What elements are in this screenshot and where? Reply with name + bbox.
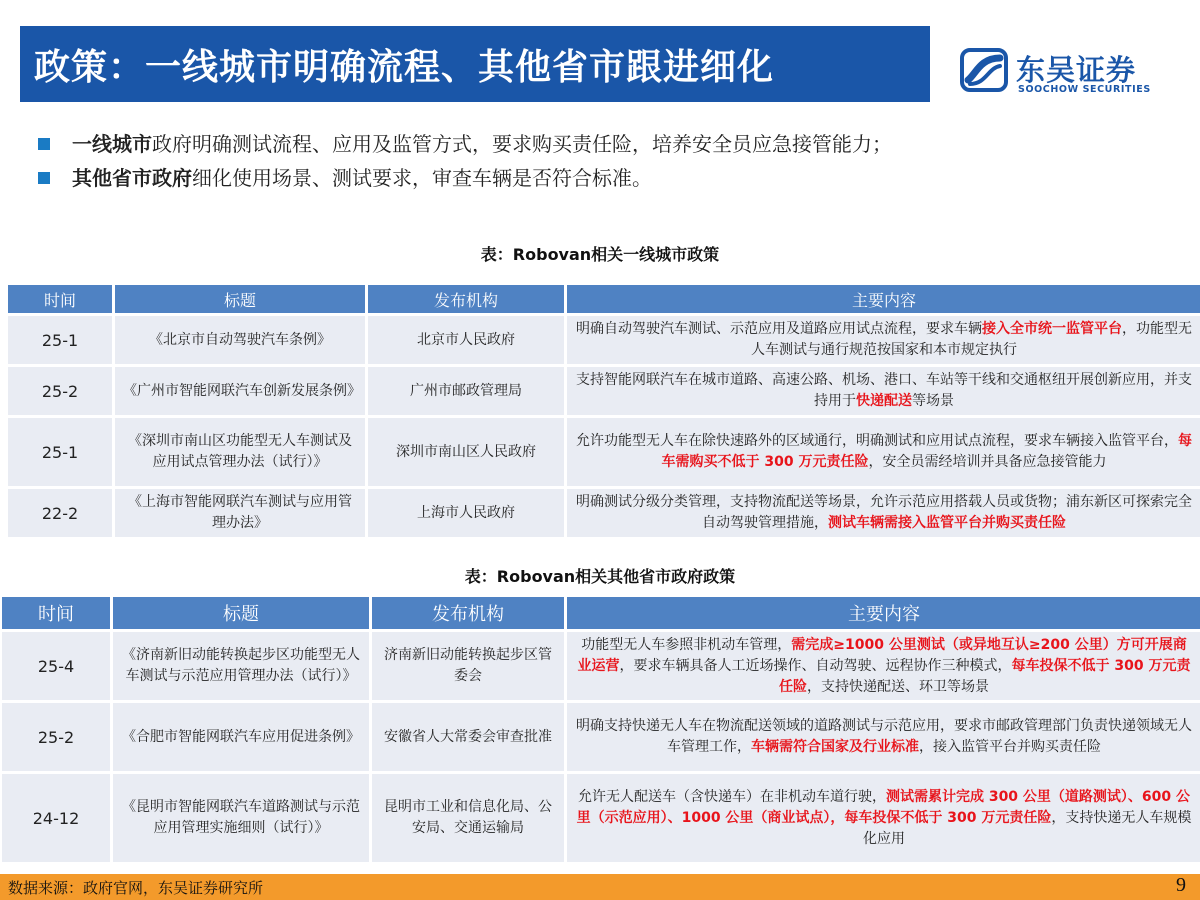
soochow-logo-icon: [958, 44, 1010, 96]
column-header: 发布机构: [368, 285, 564, 313]
bullet-item: [36, 130, 1176, 164]
table-row: [8, 367, 1200, 415]
content-text: 支持智能网联汽车在城市道路、高速公路、机场、港口、车站等干线和交通枢纽开展创新应用，并支持用于: [576, 372, 1192, 409]
title-cell: 《济南新旧动能转换起步区功能型无人车测试与示范应用管理办法（试行）》: [113, 632, 369, 700]
column-header: 时间: [2, 597, 110, 629]
title-bar: [20, 26, 930, 102]
org-cell: 上海市人民政府: [368, 489, 564, 537]
title-cell: 《合肥市智能网联汽车应用促进条例》: [113, 703, 369, 771]
policy-table-tier1: [5, 282, 1200, 540]
column-header: 时间: [8, 285, 112, 313]
content-text: 明确支持快递无人车在物流配送领域的道路测试与示范应用，要求市邮政管理部门负责快递领域无人车管理工作，: [576, 718, 1192, 755]
column-header: 标题: [115, 285, 365, 313]
table-header-row: [8, 285, 1200, 313]
brand-name-en: SOOCHOW SECURITIES: [1018, 84, 1151, 95]
bullet-bold: 其他省市政府: [72, 166, 192, 190]
table-row: [8, 316, 1200, 364]
content-text: ，支持快递配送、环卫等场景: [807, 678, 989, 695]
title-cell: 《广州市智能网联汽车创新发展条例》: [115, 367, 365, 415]
content-text: 明确自动驾驶汽车测试、示范应用及道路应用试点流程，要求车辆: [576, 321, 982, 337]
title-cell: 《昆明市智能网联汽车道路测试与示范应用管理实施细则（试行）》: [113, 774, 369, 862]
content-cell: [567, 489, 1200, 537]
content-cell: [567, 367, 1200, 415]
time-cell: 24-12: [2, 774, 110, 862]
content-text: 允许无人配送车（含快递车）在非机动车道行驶，: [577, 788, 886, 805]
content-text: 允许功能型无人车在除快速路外的区域通行，明确测试和应用试点流程，要求车辆接入监管平台，: [576, 433, 1178, 449]
summary-bullets: [36, 130, 1176, 198]
page-number: 9: [1176, 874, 1186, 896]
title-cell: 《上海市智能网联汽车测试与应用管理办法》: [115, 489, 365, 537]
time-cell: 25-4: [2, 632, 110, 700]
content-cell: [567, 316, 1200, 364]
footer-bar: [0, 874, 1200, 900]
brand-name-cn: 东吴证券: [1016, 53, 1137, 87]
table-header-row: [2, 597, 1200, 629]
content-cell: [567, 418, 1200, 486]
table-row: [8, 489, 1200, 537]
table-row: [2, 632, 1200, 700]
org-cell: 安徽省人大常委会审查批准: [372, 703, 564, 771]
org-cell: 深圳市南山区人民政府: [368, 418, 564, 486]
table-caption: 表：Robovan相关其他省市政府政策: [464, 567, 736, 586]
content-text: ，接入监管平台并购买责任险: [919, 739, 1101, 755]
highlight-text: 接入全市统一监管平台: [982, 321, 1122, 337]
table-row: [2, 774, 1200, 862]
highlight-text: 每车投保不低于 300 万元责任险: [779, 657, 1191, 695]
org-cell: 广州市邮政管理局: [368, 367, 564, 415]
content-text: 功能型无人车参照非机动车管理，: [581, 636, 792, 653]
org-cell: 济南新旧动能转换起步区管委会: [372, 632, 564, 700]
brand-logo: [958, 44, 1178, 102]
time-cell: 25-1: [8, 316, 112, 364]
column-header: 标题: [113, 597, 369, 629]
title-cell: 《深圳市南山区功能型无人车测试及应用试点管理办法（试行）》: [115, 418, 365, 486]
bullet-text: 细化使用场景、测试要求，审查车辆是否符合标准。: [192, 166, 652, 190]
content-text: 明确测试分级分类管理，支持物流配送等场景，允许示范应用搭载人员或货物；浦东新区可探索完全自动驾驶管理措施，: [576, 494, 1192, 531]
content-text: 等场景: [912, 393, 954, 409]
highlight-text: 需完成≥1000 公里测试（或异地互认≥200 公里）方可开展商业运营: [577, 636, 1187, 674]
bullet-square-icon: [38, 172, 50, 184]
content-text: ，要求车辆具备人工近场操作、自动驾驶、远程协作三种模式，: [619, 657, 1012, 674]
org-cell: 北京市人民政府: [368, 316, 564, 364]
title-cell: 《北京市自动驾驶汽车条例》: [115, 316, 365, 364]
org-cell: 昆明市工业和信息化局、公安局、交通运输局: [372, 774, 564, 862]
highlight-text: 测试需累计完成 300 公里（道路测试）、600 公里（示范应用）、1000 公里（商业试点），每车投保不低于 300 万元责任险: [576, 788, 1191, 826]
bullet-square-icon: [38, 138, 50, 150]
content-cell: [567, 774, 1200, 862]
content-cell: [567, 632, 1200, 700]
column-header: 发布机构: [372, 597, 564, 629]
page-title: 政策：一线城市明确流程、其他省市跟进细化: [34, 47, 775, 88]
time-cell: 25-1: [8, 418, 112, 486]
time-cell: 25-2: [8, 367, 112, 415]
column-header: 主要内容: [567, 597, 1200, 629]
highlight-text: 测试车辆需接入监管平台并购买责任险: [828, 515, 1066, 531]
content-cell: [567, 703, 1200, 771]
content-text: ，安全员需经培训并具备应急接管能力: [868, 454, 1107, 470]
table-row: [8, 418, 1200, 486]
highlight-text: 车辆需符合国家及行业标准: [751, 739, 919, 755]
time-cell: 25-2: [2, 703, 110, 771]
bullet-bold: 一线城市: [72, 132, 152, 156]
highlight-text: 每车需购买不低于 300 万元责任险: [661, 433, 1192, 470]
data-source: 数据来源：政府官网，东吴证券研究所: [8, 879, 264, 897]
time-cell: 22-2: [8, 489, 112, 537]
table-caption: 表：Robovan相关一线城市政策: [480, 245, 720, 264]
content-text: ，支持快递无人车规模化应用: [863, 809, 1192, 847]
bullet-item: [36, 164, 1176, 198]
column-header: 主要内容: [567, 285, 1200, 313]
table-row: [2, 703, 1200, 771]
highlight-text: 快递配送: [856, 393, 912, 409]
policy-table-other: [0, 594, 1200, 865]
content-text: ，功能型无人车测试与通行规范按国家和本市规定执行: [751, 321, 1192, 358]
bullet-text: 政府明确测试流程、应用及监管方式，要求购买责任险，培养安全员应急接管能力；: [152, 132, 892, 156]
